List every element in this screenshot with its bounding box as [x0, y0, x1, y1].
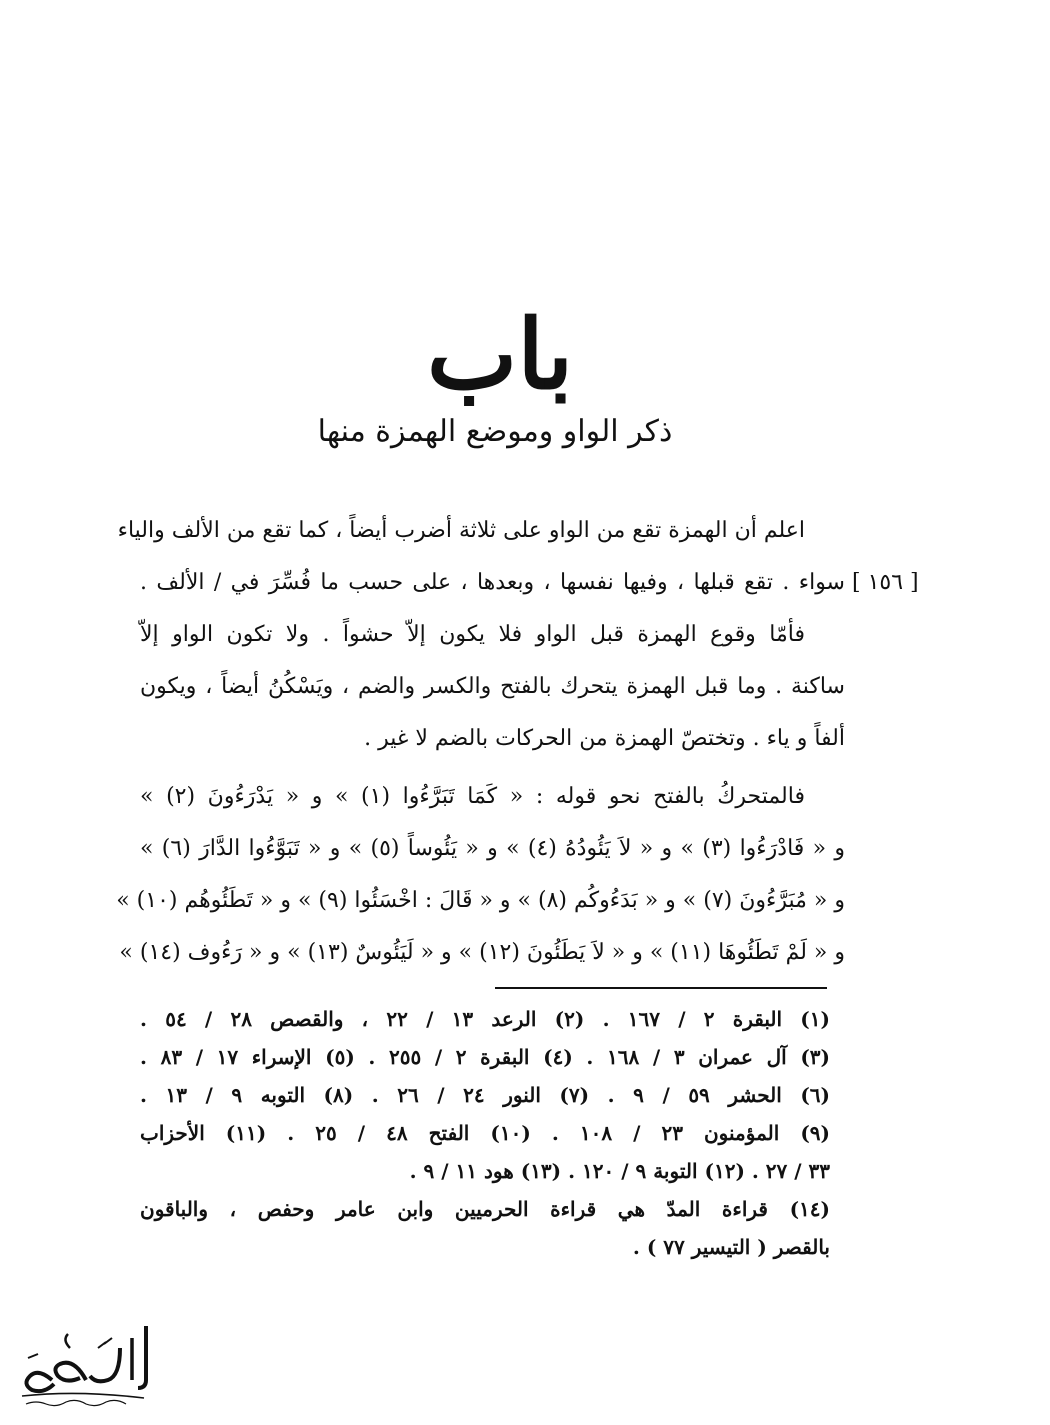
footnote-line: (٣) آل عمران ٣ / ١٦٨ . (٤) البقرة ٢ / ٢٥٥ . (٥) الإسراء ١٧ / ٨٣ .	[140, 1045, 831, 1069]
chapter-subtitle: ذكر الواو وموضع الهمزة منها	[317, 414, 673, 449]
footnote-divider	[495, 987, 827, 989]
body-line: اعلم أن الهمزة تقع من الواو على ثلاثة أضرب أيضاً ، كما تقع من الألف والياء	[117, 518, 805, 543]
footnotes	[140, 1000, 830, 1266]
footnote-line: (٩) المؤمنون ٢٣ / ١٠٨ . (١٠) الفتح ٤٨ / ٢٥ . (١١) الأحزاب	[140, 1121, 831, 1145]
footnote-line: بالقصر ( التيسير ٧٧ ) .	[632, 1235, 830, 1259]
body-line: و « لَمْ تَطَئُوهَا (١١) » و « لاَ يَطَئُونَ (١٢) » و « لَيَئُوسٌ (١٣) » و « رَءُوف (١٤) »	[119, 940, 845, 965]
body-line: فالمتحركُ بالفتح نحو قوله : « كَمَا تَبَرَّءُوا (١) » و « يَدْرَءُونَ (٢) »	[140, 784, 805, 809]
footnote-line: (٦) الحشر ٥٩ / ٩ . (٧) النور ٢٤ / ٢٦ . (٨) التوبه ٩ / ١٣ .	[140, 1083, 831, 1107]
body-line: ألفاً و ياء . وتختصّ الهمزة من الحركات بالضم لا غير .	[364, 726, 845, 751]
footnote-line: (١٤) قراءة المدّ هي قراءة الحرميين وابن عامر وحفص ، والباقون	[140, 1197, 830, 1221]
calligraphy-stamp-logo	[8, 1318, 158, 1413]
body-line: ساكنة . وما قبل الهمزة يتحرك بالفتح والكسر والضم ، ويَسْكُنُ أيضاً ، ويكون	[140, 674, 845, 699]
body-line: فأمّا وقوع الهمزة قبل الواو فلا يكون إلاّ حشواً . ولا تكون الواو إلاّ	[140, 622, 805, 647]
body-line: و « مُبَرَّءُونَ (٧) » و « بَدَءُوكُم (٨) » و « قَالَ : اخْسَئُوا (٩) » و « تَطَئُوهُم (١٠) »	[116, 888, 845, 913]
footnote-line: ٣٣ / ٢٧ . (١٢) التوبة ٩ / ١٢٠ . (١٣) هود ١١ / ٩ .	[409, 1159, 830, 1183]
page-reference: [ ١٥٦ ]	[852, 570, 919, 595]
body-line: سواء . تقع قبلها ، وفيها نفسها ، وبعدها ، على حسب ما فُسِّرَ في / الألف .	[140, 570, 845, 595]
body-text	[116, 505, 845, 979]
footnote-line: (١) البقرة ٢ / ١٦٧ . (٢) الرعد ١٣ / ٢٢ ، والقصص ٢٨ / ٥٤ .	[140, 1007, 830, 1031]
body-line: و « فَادْرَءُوا (٣) » و « لاَ يَئُودُهُ (٤) » و « يَئُوساً (٥) » و « تَبَوَّءُوا الدَّارَ (٦) »	[140, 836, 845, 861]
chapter-title: باب	[426, 298, 574, 411]
